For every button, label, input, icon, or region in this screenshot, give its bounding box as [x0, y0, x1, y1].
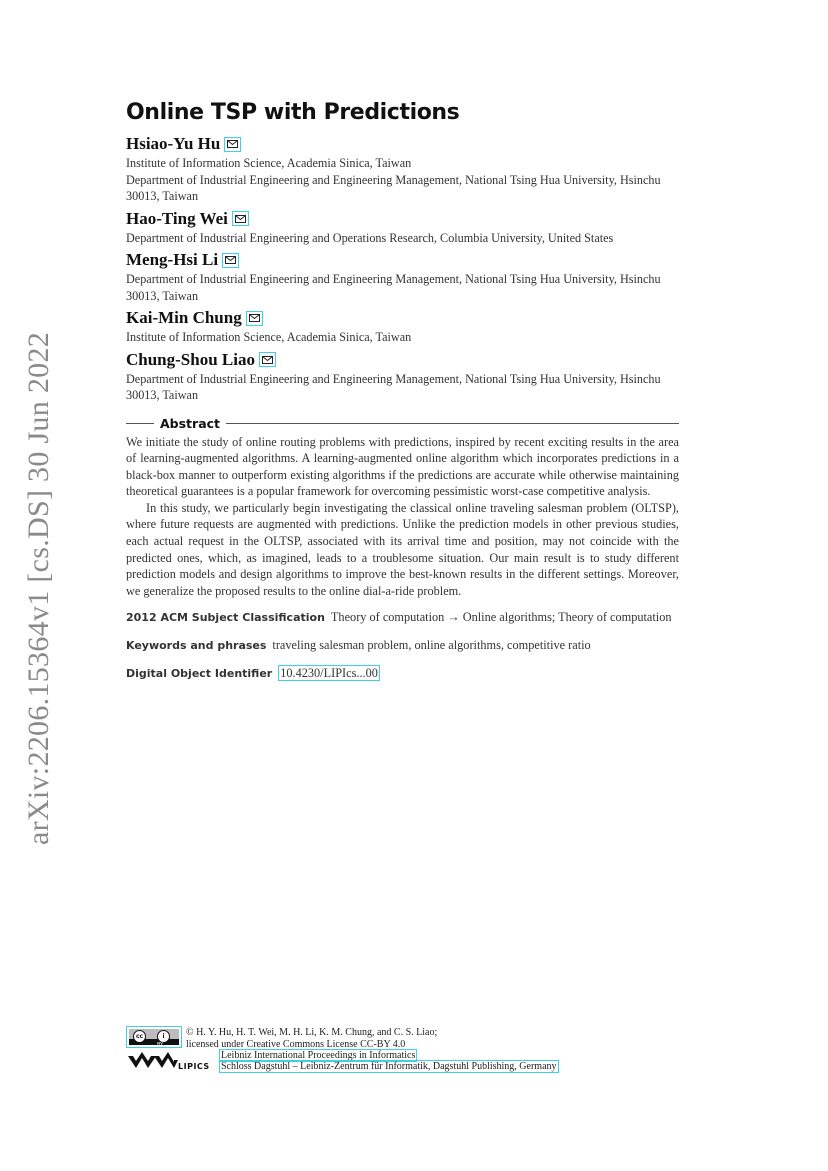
- paper-title: Online TSP with Predictions: [126, 100, 460, 125]
- cc-by-license-icon[interactable]: cc i BY: [126, 1026, 182, 1048]
- divider: [126, 423, 154, 424]
- author-block: [126, 208, 679, 247]
- mail-icon[interactable]: [232, 211, 249, 226]
- keywords-value: traveling salesman problem, online algorithms, competitive ratio: [272, 638, 591, 653]
- acm-label: 2012 ACM Subject Classification: [126, 611, 325, 625]
- publisher-link[interactable]: Schloss Dagstuhl – Leibniz-Zentrum für Informatik, Dagstuhl Publishing, Germany: [221, 1061, 557, 1072]
- abstract-label: Abstract: [160, 415, 221, 431]
- doi-link[interactable]: 10.4230/LIPIcs...00: [280, 665, 378, 680]
- mail-icon[interactable]: [259, 352, 276, 367]
- mail-icon[interactable]: [222, 253, 239, 268]
- author-block: [126, 349, 679, 404]
- paper-first-page: [126, 100, 679, 682]
- lipics-logo-text: LIPICS: [178, 1062, 210, 1071]
- mail-icon[interactable]: [224, 137, 241, 152]
- author-name: Chung-Shou Liao: [126, 349, 255, 369]
- author-block: [126, 307, 679, 346]
- author-block: [126, 249, 679, 304]
- divider: [226, 423, 679, 424]
- author-name: Kai-Min Chung: [126, 308, 242, 327]
- keywords-label: Keywords and phrases: [126, 639, 267, 653]
- acm-value: Theory of computation → Online algorithms; Theory of computation: [330, 610, 672, 625]
- keywords: [126, 637, 679, 655]
- copyright-line: © H. Y. Hu, H. T. Wei, M. H. Li, K. M. Chung, and C. S. Liao;: [186, 1027, 438, 1038]
- mail-icon[interactable]: [246, 311, 263, 326]
- license-line: licensed under Creative Commons License CC-BY 4.0: [186, 1038, 406, 1050]
- abstract-heading: [126, 416, 679, 431]
- author-name: Hao-Ting Wei: [126, 208, 228, 228]
- affiliation: Institute of Information Science, Academia Sinica, Taiwan: [126, 330, 412, 344]
- author-name: Hsiao-Yu Hu: [126, 134, 221, 153]
- affiliation: Department of Industrial Engineering and Engineering Management, National Tsing Hua University, Hsinchu 30013, Taiwan: [126, 272, 661, 303]
- abstract-paragraph: We initiate the study of online routing problems with predictions, inspired by recent exciting results in the area of learning-augmented algorithms. A learning-augmented online algorithm which incorporates predictions in a black-box manner to outperform existing algorithms if the predictions are accurate while otherwise maintaining theoretical guarantees is a popular framework for overcoming pessimistic worst-case competitive analysis.: [126, 434, 679, 499]
- doi: [126, 665, 679, 683]
- author-name: Meng-Hsi Li: [126, 250, 219, 269]
- series-link[interactable]: Leibniz International Proceedings in Informatics: [221, 1050, 416, 1061]
- affiliation: Department of Industrial Engineering and Engineering Management, National Tsing Hua University, Hsinchu 30013, Taiwan: [126, 172, 661, 203]
- affiliation: Institute of Information Science, Academia Sinica, Taiwan: [126, 156, 412, 170]
- abstract-paragraph: In this study, we particularly begin investigating the classical online traveling salesman problem (OLTSP), where future requests are augmented with predictions. Unlike the prediction models in other previous studies, each actual request in the OLTSP, associated with its arrival time and position, may not coincide with the predicted ones, which, as imagined, leads to a troublesome situation. Our main result is to study different prediction models and design algorithms to improve the best-known results in the different settings. Moreover, we generalize the proposed results to the online dial-a-ride problem.: [126, 500, 679, 598]
- affiliation: Department of Industrial Engineering and Engineering Management, National Tsing Hua University, Hsinchu 30013, Taiwan: [126, 371, 661, 402]
- arxiv-stamp: arXiv:2206.15364v1 [cs.DS] 30 Jun 2022: [22, 331, 55, 845]
- cc-badge-text: BY: [157, 1042, 164, 1048]
- author-block: [126, 133, 679, 205]
- affiliation: Department of Industrial Engineering and Operations Research, Columbia University, United States: [126, 230, 614, 245]
- acm-classification: [126, 609, 679, 627]
- doi-label: Digital Object Identifier: [126, 666, 273, 680]
